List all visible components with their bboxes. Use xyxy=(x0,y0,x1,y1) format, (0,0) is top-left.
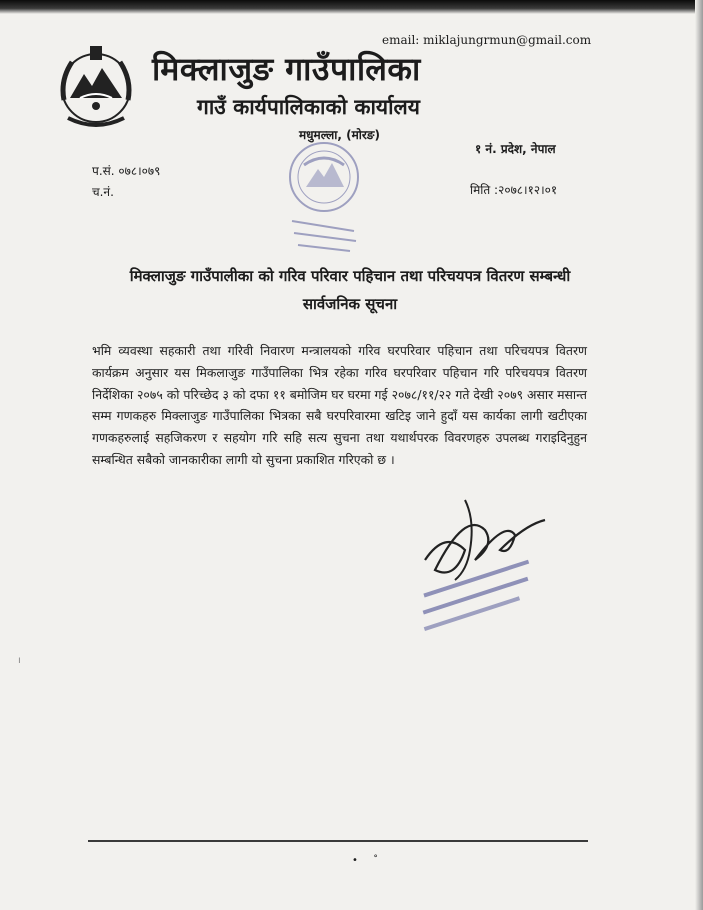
letter-date: मिति :२०७८।१२।०१ xyxy=(470,183,558,197)
subject-line-1: मिक्लाजुङ गाउँपालीका को गरिव परिवार पहिचान तथा परिचयपत्र वितरण सम्बन्धी xyxy=(129,267,571,285)
municipality-title: मिक्लाजुङ गाउँपालिका xyxy=(152,50,421,88)
office-name: गाउँ कार्यपालिकाको कार्यालय xyxy=(197,95,420,119)
scan-edge-top xyxy=(0,0,703,14)
stamp-icon xyxy=(274,135,374,255)
reference-number: प.सं. ०७८।०७९ xyxy=(92,164,161,178)
subject-line-2: सार्वजनिक सूचना xyxy=(302,295,398,313)
dispatch-number: च.नं. xyxy=(92,185,114,199)
signature-icon xyxy=(405,490,555,635)
scan-edge-right xyxy=(695,0,703,910)
notice-subject xyxy=(70,262,630,318)
emblem-icon xyxy=(50,40,142,132)
notice-body: भमि व्यवस्था सहकारी तथा गरिवी निवारण मन्त्रालयको गरिव घरपरिवार पहिचान तथा परिचयपत्र वितरण कार्यक्रम अनुसार यस मिकलाजुङ गाउँपालिका भित्र रहेका गरिव घरपरिवार पहिचान गरि परिचयपत्र वितरण निर्देशिका २०७५ को परिच्छेद ३ को दफा ११ बमोजिम घर घरमा गई २०७८/११/२२ गते देखी २०७९ असार मसान्त सम्म गणकहरु मिक्लाजुङ गाउँपालिका भित्रका सबै घरपरिवारमा खटिइ जाने हुदाँ यस कार्यका लागी खटीएका गणकहरुलाई सहजिकरण र सहयोग गरि सहि सत्य सुचना तथा यथार्थपरक विवरणहरु उपलब्ध गराइदिनुहुन सम्बन्धित सबैको जानकारीका लागी यो सुचना प्रकाशित गरिएको छ । xyxy=(92,343,587,467)
footer-rule xyxy=(88,840,588,842)
email-address: email: miklajungrmun@gmail.com xyxy=(382,33,592,47)
office-address: मधुमल्ला, (मोरङ) xyxy=(299,128,380,142)
province-label: १ नं. प्रदेश, नेपाल xyxy=(475,142,556,156)
footer-dots: • ˚ xyxy=(352,855,385,866)
margin-mark: ı xyxy=(18,655,21,666)
